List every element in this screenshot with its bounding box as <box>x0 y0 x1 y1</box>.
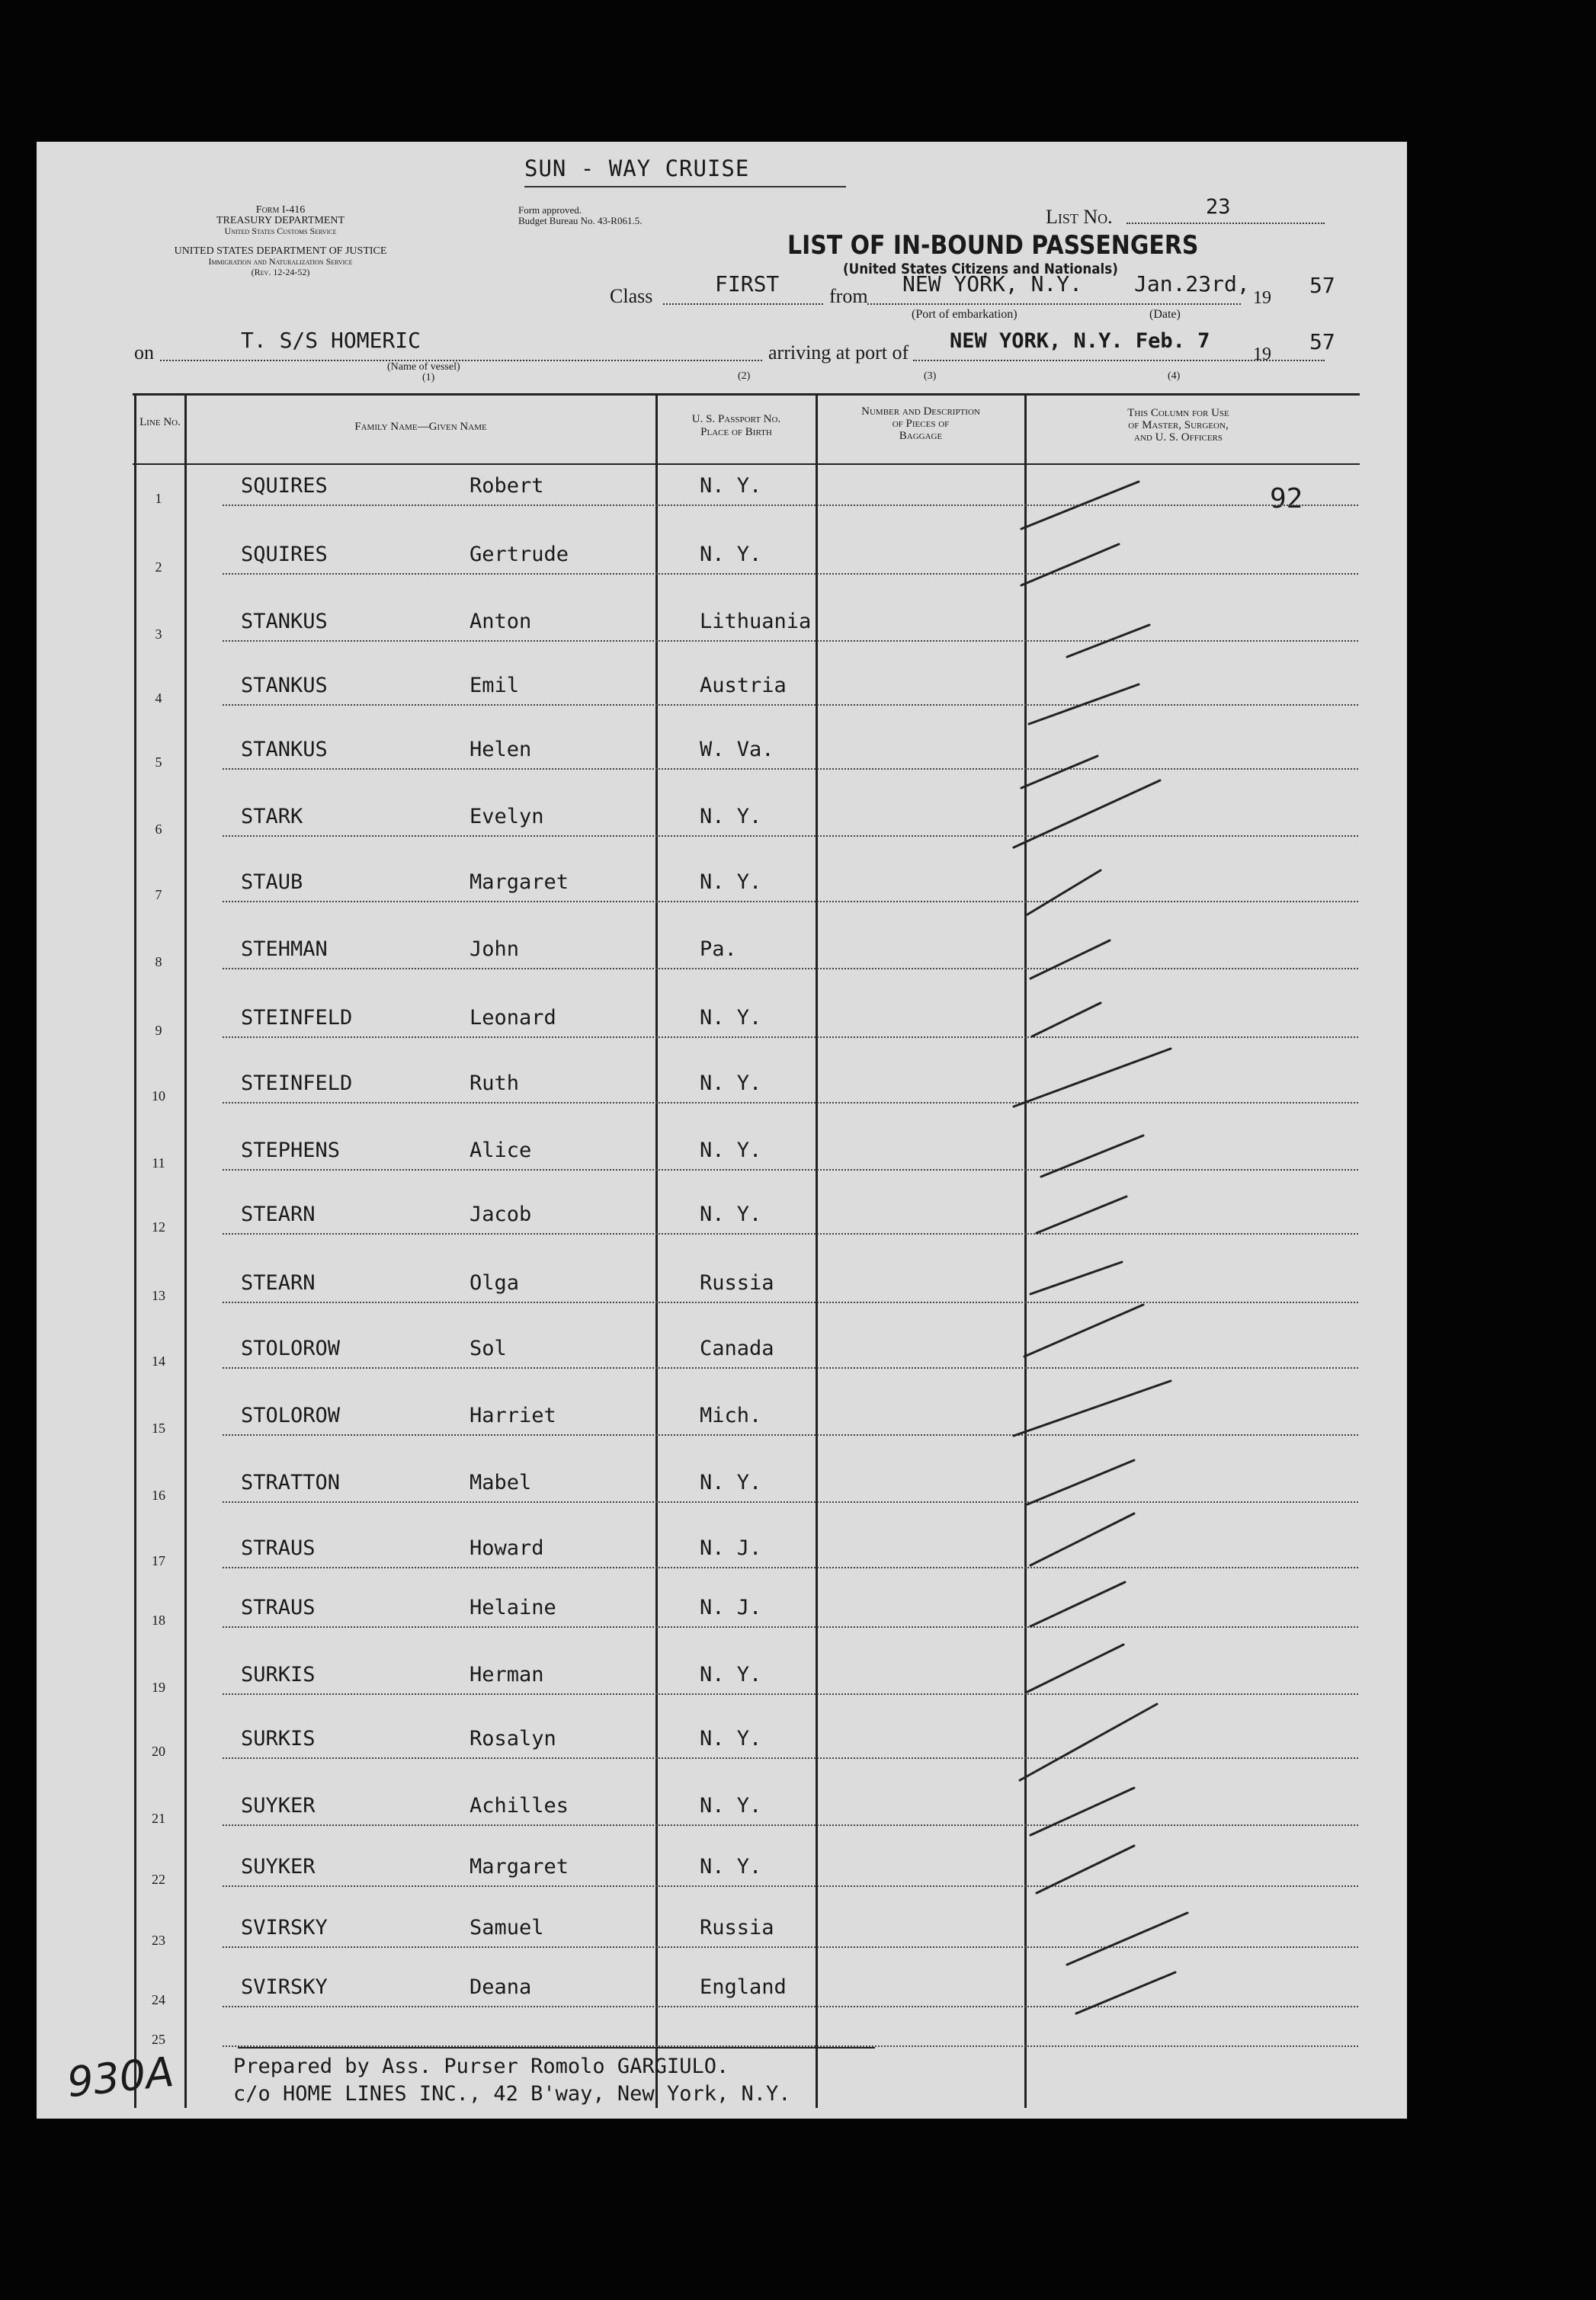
footer-rule <box>238 2047 875 2049</box>
line-number: 19 <box>152 1680 165 1695</box>
baggage-header-1: Number and Description <box>861 405 980 418</box>
family-name: STEARN <box>241 1203 316 1226</box>
place-of-birth: N. Y. <box>700 1471 762 1494</box>
family-name: STRATTON <box>241 1471 341 1494</box>
place-of-birth: N. Y. <box>700 870 762 894</box>
family-name: SQUIRES <box>241 543 328 566</box>
class-value: FIRST <box>715 271 780 296</box>
given-name: Olga <box>470 1271 520 1295</box>
family-name: SURKIS <box>241 1663 316 1687</box>
check-mark <box>1032 1003 1101 1036</box>
treasury-label: TREASURY DEPARTMENT <box>216 215 345 226</box>
line-number: 20 <box>152 1744 165 1759</box>
line-number: 5 <box>155 754 162 770</box>
given-name: Jacob <box>470 1203 532 1226</box>
check-mark <box>1027 1645 1123 1692</box>
form-number: Form I-416 <box>255 204 306 216</box>
line-number: 12 <box>152 1219 165 1235</box>
form-title: LIST OF IN-BOUND PASSENGERS <box>787 230 1199 261</box>
port-embark-caption: (Port of embarkation) <box>912 308 1018 321</box>
arrival-year: 57 <box>1309 329 1335 354</box>
family-name: SVIRSKY <box>241 1975 328 1999</box>
family-name: STEINFELD <box>241 1006 353 1030</box>
place-of-birth: England <box>700 1975 787 1999</box>
place-of-birth: Russia <box>700 1916 774 1940</box>
line-number: 3 <box>155 626 162 642</box>
line-number: 17 <box>152 1553 165 1568</box>
family-name: STEINFELD <box>241 1072 353 1095</box>
date-caption: (Date) <box>1149 308 1181 321</box>
place-of-birth: N. Y. <box>700 805 762 828</box>
given-name: Helaine <box>470 1596 556 1619</box>
check-mark <box>1020 1704 1157 1780</box>
check-mark <box>1021 756 1098 788</box>
check-mark <box>1037 1196 1126 1233</box>
customs-label: United States Customs Service <box>224 226 337 236</box>
place-of-birth: N. Y. <box>700 543 762 566</box>
handwritten-margin-note: 930A <box>65 2047 176 2107</box>
given-name: Evelyn <box>470 805 544 828</box>
check-mark <box>1021 482 1139 529</box>
family-name: STANKUS <box>241 610 328 633</box>
family-name: STARK <box>241 805 303 828</box>
check-mark <box>1030 1788 1134 1835</box>
check-mark <box>1030 1582 1125 1626</box>
check-mark <box>1041 1136 1143 1177</box>
place-of-birth: N. J. <box>700 1596 762 1619</box>
given-name: Helen <box>470 738 532 761</box>
line-number: 24 <box>152 1992 165 2007</box>
given-name: Mabel <box>470 1471 532 1494</box>
check-mark <box>1030 940 1110 979</box>
given-name: Harriet <box>470 1404 556 1427</box>
on-label: on <box>134 341 154 364</box>
name-header: Family Name—Given Name <box>354 421 487 433</box>
manifest-page <box>37 142 1407 2119</box>
given-name: Howard <box>470 1536 544 1560</box>
form-approved: Form approved. <box>518 204 582 216</box>
line-number: 15 <box>152 1421 165 1436</box>
place-of-birth: N. Y. <box>700 1006 762 1030</box>
family-name: SURKIS <box>241 1727 316 1751</box>
officers-header-1: This Column for Use <box>1127 407 1229 419</box>
officers-header-3: and U. S. Officers <box>1134 431 1223 444</box>
check-mark <box>1021 544 1119 585</box>
from-value: NEW YORK, N.Y. <box>902 271 1083 296</box>
given-name: Sol <box>470 1337 507 1360</box>
given-name: Leonard <box>470 1006 556 1030</box>
class-label: Class <box>610 285 653 307</box>
line-number: 18 <box>152 1613 165 1628</box>
check-mark <box>1014 1049 1171 1107</box>
officers-header-2: of Master, Surgeon, <box>1128 419 1229 431</box>
from-label: from <box>829 285 868 307</box>
line-number: 16 <box>152 1488 165 1503</box>
place-of-birth: N. Y. <box>700 1139 762 1162</box>
line-number: 14 <box>152 1353 165 1369</box>
given-name: Samuel <box>470 1916 544 1940</box>
place-of-birth: W. Va. <box>700 738 774 761</box>
line-number: 4 <box>155 690 162 706</box>
budget-bureau: Budget Bureau No. 43-R061.5. <box>518 215 643 226</box>
line-number: 2 <box>155 559 162 575</box>
family-name: STEPHENS <box>241 1139 341 1162</box>
family-name: STAUB <box>241 870 303 894</box>
check-mark <box>1029 684 1139 724</box>
check-mark <box>1014 1381 1171 1436</box>
family-name: SQUIRES <box>241 474 328 498</box>
place-of-birth: Russia <box>700 1271 774 1295</box>
place-of-birth: N. Y. <box>700 1072 762 1095</box>
family-name: STRAUS <box>241 1536 316 1560</box>
page-annotation: 92 <box>1270 483 1303 514</box>
passport-header-1: U. S. Passport No. <box>691 413 781 425</box>
officer-check-marks <box>37 142 1407 2119</box>
family-name: STRAUS <box>241 1596 316 1619</box>
place-of-birth: Austria <box>700 674 787 697</box>
vessel-name: T. S/S HOMERIC <box>241 328 421 353</box>
justice-label: UNITED STATES DEPARTMENT OF JUSTICE <box>174 245 387 257</box>
check-mark <box>1027 870 1101 915</box>
place-of-birth: Mich. <box>700 1404 762 1427</box>
given-name: John <box>470 937 520 961</box>
given-name: Gertrude <box>470 543 569 566</box>
prepared-by: Prepared by Ass. Purser Romolo GARGIULO. <box>233 2055 729 2078</box>
revision-label: (Rev. 12-24-52) <box>251 267 310 277</box>
arriving-label: arriving at port of <box>768 341 909 364</box>
passport-header-2: Place of Birth <box>700 426 772 438</box>
given-name: Herman <box>470 1663 544 1687</box>
vessel-caption: (Name of vessel) <box>387 361 460 373</box>
family-name: SUYKER <box>241 1855 316 1879</box>
line-number: 25 <box>152 2032 165 2047</box>
place-of-birth: Pa. <box>700 937 737 961</box>
line-number: 10 <box>152 1088 165 1104</box>
year-prefix: 19 <box>1253 288 1271 308</box>
given-name: Robert <box>470 474 544 498</box>
check-mark <box>1027 1460 1134 1504</box>
vessel-caption-number: (1) <box>422 372 435 383</box>
place-of-birth: N. J. <box>700 1536 762 1560</box>
given-name: Achilles <box>470 1794 569 1818</box>
list-no-label: List No. <box>1046 206 1113 228</box>
check-mark <box>1067 625 1149 657</box>
family-name: STEARN <box>241 1271 316 1295</box>
place-of-birth: N. Y. <box>700 474 762 498</box>
family-name: SUYKER <box>241 1794 316 1818</box>
check-mark <box>1067 1913 1187 1965</box>
list-no-value: 23 <box>1206 195 1231 219</box>
baggage-header-3: Baggage <box>899 430 943 442</box>
family-name: STANKUS <box>241 738 328 761</box>
line-number: 21 <box>152 1811 165 1826</box>
company-address: c/o HOME LINES INC., 42 B'way, New York, N.Y. <box>233 2082 791 2106</box>
arrival-year-prefix: 19 <box>1253 344 1271 364</box>
given-name: Margaret <box>470 870 569 894</box>
family-name: SVIRSKY <box>241 1916 328 1940</box>
line-number: 1 <box>155 491 162 506</box>
line-number: 8 <box>155 954 162 969</box>
place-of-birth: Lithuania <box>700 610 812 633</box>
given-name: Margaret <box>470 1855 569 1879</box>
form-subtitle: (United States Citizens and Nationals) <box>843 261 1118 277</box>
line-number: 22 <box>152 1872 165 1887</box>
given-name: Ruth <box>470 1072 520 1095</box>
place-of-birth: Canada <box>700 1337 774 1360</box>
line-number: 6 <box>155 822 162 837</box>
cruise-title: SUN - WAY CRUISE <box>524 155 750 181</box>
line-number: 11 <box>152 1155 165 1171</box>
given-name: Deana <box>470 1975 532 1999</box>
arrival-value: NEW YORK, N.Y. Feb. 7 <box>950 329 1210 353</box>
check-mark <box>1076 1972 1175 2013</box>
column-4-caption: (4) <box>1168 370 1181 382</box>
baggage-header-2: of Pieces of <box>892 418 950 430</box>
line-no-header: Line No. <box>139 416 181 428</box>
date-value: Jan.23rd, <box>1134 271 1250 296</box>
family-name: STANKUS <box>241 674 328 697</box>
line-number: 9 <box>155 1023 162 1038</box>
place-of-birth: N. Y. <box>700 1794 762 1818</box>
line-number: 7 <box>155 887 162 902</box>
family-name: STEHMAN <box>241 937 328 961</box>
column-3-caption: (3) <box>924 370 937 382</box>
family-name: STOLOROW <box>241 1404 341 1427</box>
given-name: Rosalyn <box>470 1727 556 1751</box>
immigration-label: Immigration and Naturalization Service <box>208 256 353 267</box>
family-name: STOLOROW <box>241 1337 341 1360</box>
check-mark <box>1014 780 1160 847</box>
check-mark <box>1024 1305 1143 1357</box>
place-of-birth: N. Y. <box>700 1663 762 1687</box>
line-number: 23 <box>152 1933 165 1948</box>
given-name: Anton <box>470 610 532 633</box>
place-of-birth: N. Y. <box>700 1203 762 1226</box>
check-mark <box>1030 1262 1122 1294</box>
given-name: Emil <box>470 674 520 697</box>
column-2-caption: (2) <box>738 370 751 382</box>
place-of-birth: N. Y. <box>700 1855 762 1879</box>
check-mark <box>1030 1514 1134 1565</box>
place-of-birth: N. Y. <box>700 1727 762 1751</box>
year-value: 57 <box>1309 273 1335 298</box>
line-number: 13 <box>152 1288 165 1303</box>
given-name: Alice <box>470 1139 532 1162</box>
check-mark <box>1037 1846 1134 1893</box>
